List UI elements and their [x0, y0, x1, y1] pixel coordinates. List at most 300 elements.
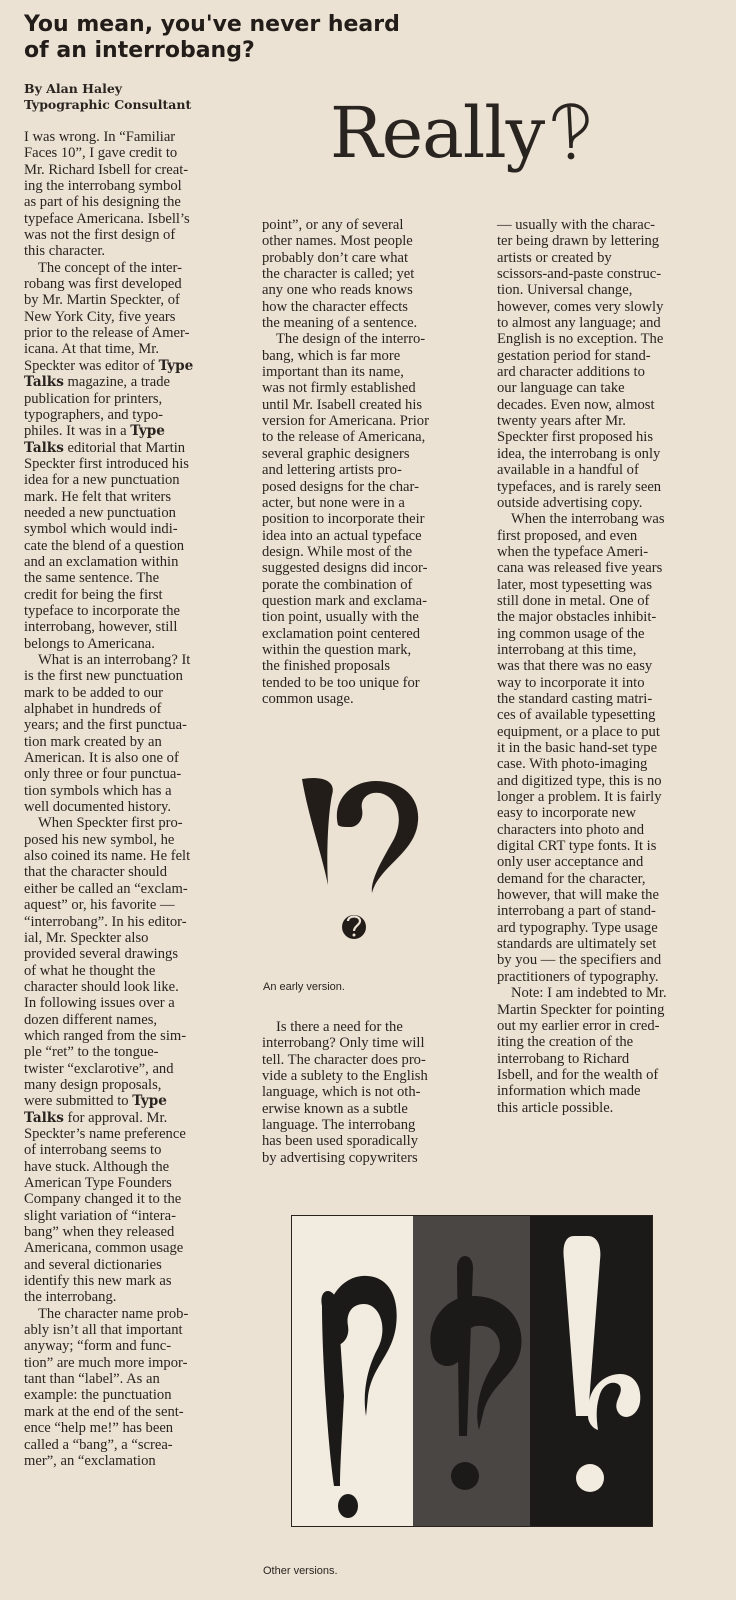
text-line-segment: tended to be too unique for [262, 674, 420, 691]
text-line-segment: Speckter was editor of [24, 357, 155, 374]
text-line [24, 1175, 256, 1191]
text-line-segment: ard character additions to [497, 364, 645, 381]
text-line-segment: were submitted to [24, 1093, 129, 1110]
text-line-segment: ence “help me!” has been [24, 1420, 174, 1437]
text-line-segment: for approval. Mr. [67, 1109, 168, 1126]
text-line [497, 838, 731, 854]
text-line-bold: Type [158, 357, 194, 374]
text-line [497, 773, 731, 789]
text-line [24, 963, 256, 979]
text-line-segment: posed designs for the char- [262, 478, 419, 495]
text-line-segment: ces of available typesetting [497, 707, 656, 724]
text-line [497, 936, 731, 952]
text-line-segment: Speckter first introduced his [24, 455, 189, 472]
text-line [262, 528, 484, 544]
text-line [262, 250, 484, 266]
text-line-segment: Speckter first proposed his [497, 429, 654, 446]
text-line [497, 724, 731, 740]
text-line-segment: provided several drawings [24, 946, 178, 963]
text-line-segment: The concept of the inter- [38, 259, 182, 276]
text-line [497, 364, 731, 380]
text-line [24, 1338, 256, 1354]
article-column-2 [262, 217, 484, 707]
text-line [24, 243, 256, 259]
text-line [497, 331, 731, 347]
text-line-segment: information which made [497, 1083, 641, 1100]
other-versions-figure [291, 1215, 653, 1527]
text-line-segment: belongs to Americana. [24, 635, 155, 652]
text-line [497, 348, 731, 364]
other-versions-caption: Other versions. [263, 1565, 338, 1577]
text-line [24, 652, 256, 668]
text-line [262, 577, 484, 593]
text-line-segment: characters into photo and [497, 821, 645, 838]
text-line-segment: bang” when they released [24, 1224, 175, 1241]
text-line-segment: and lettering artists pro- [262, 462, 402, 479]
text-line-segment: publication for printers, [24, 390, 163, 407]
text-line [24, 1044, 256, 1060]
text-line-segment: English is no exception. The [497, 331, 664, 348]
text-line-segment: our language can take [497, 380, 625, 397]
text-line [497, 462, 731, 478]
text-line-segment: The design of the interro- [276, 331, 426, 348]
text-line [262, 691, 484, 707]
text-line [24, 227, 256, 243]
text-line [24, 521, 256, 537]
text-line-segment: question mark and exclama- [262, 592, 427, 609]
text-line-segment: the meaning of a sentence. [262, 315, 418, 332]
text-line [24, 979, 256, 995]
text-line [24, 1437, 256, 1453]
text-line [24, 848, 256, 864]
text-line-segment: magazine, a trade [67, 374, 171, 391]
text-line-segment: Americana, common usage [24, 1240, 184, 1257]
text-line-segment: In following issues over a [24, 995, 175, 1012]
text-line [497, 266, 731, 282]
text-line-segment: ing common usage of the [497, 625, 645, 642]
text-line-segment: Is there a need for the [276, 1019, 403, 1035]
text-line-segment: posed his new symbol, he [24, 831, 175, 848]
text-line-segment: interrobang? Only time will [262, 1035, 425, 1052]
text-line-segment: of interrobang seems to [24, 1142, 162, 1159]
text-line [24, 472, 256, 488]
text-line [24, 783, 256, 799]
text-line [24, 407, 256, 423]
text-line [497, 446, 731, 462]
text-line-bold: Type [132, 1093, 167, 1110]
text-line [262, 266, 484, 282]
text-line-segment: have stuck. Although the [24, 1158, 170, 1175]
text-line [24, 1355, 256, 1371]
text-line [262, 446, 484, 462]
interrobang-version-2-icon [413, 1216, 530, 1526]
text-line-segment: iting the creation of the [497, 1034, 634, 1051]
article-column-1 [24, 129, 256, 1469]
text-line-segment: typeface to incorporate the [24, 602, 180, 619]
text-line-segment: the standard casting matri- [497, 690, 653, 707]
text-line-segment: that the character should [24, 864, 168, 881]
text-line-segment: ard typography. Type usage [497, 919, 658, 936]
text-line [497, 903, 731, 919]
article-column-2-lower [262, 1019, 484, 1166]
text-line-segment: also coined its name. He felt [24, 848, 191, 865]
text-line [497, 1034, 731, 1050]
text-line-segment: called a “bang”, a “screa- [24, 1436, 173, 1453]
text-line [24, 685, 256, 701]
text-line-segment: acter, but none were in a [262, 494, 405, 511]
byline-author: By Alan Haley [24, 81, 123, 96]
text-line-segment: needed a new punctuation [24, 504, 176, 521]
text-line [497, 250, 731, 266]
text-line [24, 1028, 256, 1044]
text-line [24, 391, 256, 407]
text-line-segment: was that there was no easy [497, 658, 653, 675]
text-line-segment: American. It is also one of [24, 750, 179, 767]
text-line-segment: the major obstacles inhibit- [497, 609, 657, 626]
text-line-segment: Company changed it to the [24, 1191, 182, 1208]
text-line-segment: twenty years after Mr. [497, 413, 626, 430]
text-line-segment: by advertising copywriters [262, 1149, 418, 1166]
text-line-segment: tion. Universal change, [497, 282, 633, 299]
text-line [24, 505, 256, 521]
text-line-segment: Isbell, and for the wealth of [497, 1066, 659, 1083]
text-line-segment: was not firmly established [262, 380, 416, 397]
text-line-segment: typefaces, and is rarely seen [497, 478, 662, 495]
text-line [497, 609, 731, 625]
text-line [24, 570, 256, 586]
text-line-segment: longer a problem. It is fairly [497, 789, 662, 806]
text-line [497, 1100, 731, 1116]
text-line [24, 129, 256, 145]
text-line [24, 1061, 256, 1077]
text-line [497, 1018, 731, 1034]
text-line-segment: well documented history. [24, 799, 171, 816]
text-line [24, 701, 256, 717]
text-line-segment: example: the punctuation [24, 1387, 172, 1404]
headline-line-2: of an interrobang? [24, 38, 255, 63]
text-line-segment: gestation period for stand- [497, 347, 651, 364]
text-line [262, 675, 484, 691]
text-line [24, 489, 256, 505]
text-line [24, 815, 256, 831]
text-line-segment: only three or four punctua- [24, 766, 182, 783]
text-line-segment: cate the blend of a question [24, 537, 185, 554]
text-line [24, 1289, 256, 1305]
text-line [24, 1240, 256, 1256]
text-line [497, 887, 731, 903]
text-line-segment: within the question mark, [262, 641, 412, 658]
text-line [24, 881, 256, 897]
text-line [24, 538, 256, 554]
text-line-bold: Talks [24, 374, 64, 391]
text-line [24, 717, 256, 733]
text-line [497, 789, 731, 805]
text-line [262, 609, 484, 625]
text-line [497, 1067, 731, 1083]
interrobang-version-1-icon [292, 1216, 413, 1526]
version-panel-mid [413, 1216, 530, 1526]
early-version-caption: An early version. [263, 981, 345, 993]
text-line [24, 636, 256, 652]
text-line-segment: typographers, and typo- [24, 406, 164, 423]
text-line-segment: New York City, five years [24, 308, 176, 325]
text-line-segment: way to incorporate it into [497, 674, 645, 691]
text-line-segment: and several dictionaries [24, 1256, 162, 1273]
text-line-segment: alphabet in hundreds of [24, 701, 162, 718]
text-line-segment: editorial that Martin [67, 439, 186, 456]
text-line [262, 511, 484, 527]
text-line [262, 658, 484, 674]
headline-line-1: You mean, you've never heard [24, 12, 400, 37]
text-line-segment: when the typeface Ameri- [497, 543, 649, 560]
text-line [262, 315, 484, 331]
text-line-segment: interrobang to Richard [497, 1050, 630, 1067]
text-line-segment: this article possible. [497, 1099, 614, 1116]
text-line [497, 952, 731, 968]
text-line [497, 528, 731, 544]
text-line [497, 642, 731, 658]
text-line-segment: mark. He felt that writers [24, 488, 172, 505]
text-line [262, 462, 484, 478]
byline-role: Typographic Consultant [24, 97, 192, 112]
text-line [497, 658, 731, 674]
text-line [24, 276, 256, 292]
text-line [262, 331, 484, 347]
text-line-segment: slight variation of “intera- [24, 1207, 176, 1224]
text-line [24, 1093, 256, 1109]
text-line-segment: how the character effects [262, 298, 408, 315]
text-line-segment: icana. At that time, Mr. [24, 341, 159, 358]
text-line [262, 642, 484, 658]
really-interrobang-display [330, 90, 590, 176]
text-line-segment: important than its name, [262, 364, 404, 381]
text-line-segment: The character name prob- [38, 1305, 189, 1322]
text-line [24, 864, 256, 880]
byline [24, 81, 254, 113]
text-line-segment: suggested designs did incor- [262, 560, 428, 577]
text-line [24, 1404, 256, 1420]
version-panel-dark [530, 1216, 652, 1526]
text-line-segment: interrobang, however, still [24, 619, 178, 636]
text-line-segment: to almost any language; and [497, 315, 661, 332]
text-line [497, 282, 731, 298]
text-line [497, 871, 731, 887]
text-line [262, 397, 484, 413]
text-line-segment: aquest” or, his favorite — [24, 897, 175, 914]
text-line [24, 995, 256, 1011]
text-line [24, 668, 256, 684]
text-line-segment: “interrobang”. In his editor- [24, 913, 187, 930]
text-line [262, 429, 484, 445]
text-line [497, 1051, 731, 1067]
text-line-segment: tell. The character does pro- [262, 1051, 426, 1068]
text-line [497, 315, 731, 331]
text-line [262, 626, 484, 642]
text-line [24, 456, 256, 472]
text-line-segment: Faces 10”, I gave credit to [24, 145, 178, 162]
text-line [24, 1453, 256, 1469]
text-line [262, 1035, 484, 1051]
text-line-segment: What is an interrobang? It [38, 652, 191, 668]
text-line [24, 832, 256, 848]
text-line [497, 413, 731, 429]
text-line-segment: artists or created by [497, 249, 612, 266]
text-line-segment: ple “ret” to the tongue- [24, 1044, 159, 1061]
text-line-segment: American Type Founders [24, 1175, 172, 1191]
text-line-segment: tion mark created by an [24, 733, 162, 750]
text-line [262, 560, 484, 576]
text-line-segment: later, most typesetting was [497, 576, 653, 593]
text-line [24, 194, 256, 210]
text-line [24, 1420, 256, 1436]
text-line-segment: robang was first developed [24, 276, 182, 293]
text-line-segment: Mr. Richard Isbell for creat- [24, 161, 189, 178]
text-line-segment: common usage. [262, 690, 354, 707]
text-line [497, 479, 731, 495]
text-line [262, 217, 484, 233]
text-line-segment: the finished proposals [262, 658, 391, 675]
text-line [24, 1306, 256, 1322]
text-line-segment: digital CRT type fonts. It is [497, 838, 657, 855]
text-line-segment: — usually with the charac- [497, 217, 656, 233]
text-line-segment: language. The interrobang [262, 1117, 416, 1134]
text-line-segment: I was wrong. In “Familiar [24, 129, 176, 145]
text-line [497, 511, 731, 527]
text-line [24, 734, 256, 750]
text-line [24, 1110, 256, 1126]
text-line-segment: When the interrobang was [511, 511, 665, 528]
version-panel-light [292, 1216, 413, 1526]
text-line [24, 554, 256, 570]
text-line [262, 1084, 484, 1100]
text-line [497, 577, 731, 593]
text-line-segment: ter being drawn by lettering [497, 233, 660, 250]
article-column-3 [497, 217, 731, 1116]
text-line [262, 282, 484, 298]
text-line-segment: by you — the specifiers and [497, 952, 662, 969]
text-line [262, 1150, 484, 1166]
text-line [24, 292, 256, 308]
text-line-segment: other names. Most people [262, 233, 413, 250]
text-line-segment: of what he thought the [24, 962, 156, 979]
text-line-segment: standards are ultimately set [497, 936, 657, 953]
text-line-segment: years; and the first punctua- [24, 717, 187, 734]
text-line [262, 1133, 484, 1149]
text-line [24, 930, 256, 946]
text-line [497, 854, 731, 870]
text-line-segment: demand for the character, [497, 870, 646, 887]
text-line [24, 750, 256, 766]
text-line-segment: available in a handful of [497, 462, 639, 479]
text-line [262, 544, 484, 560]
text-line-segment: vide a sublety to the English [262, 1068, 428, 1085]
text-line-segment: ial, Mr. Speckter also [24, 929, 149, 946]
text-line-segment: until Mr. Isabell created his [262, 396, 423, 413]
text-line-segment: which ranged from the sim- [24, 1027, 187, 1044]
text-line [497, 544, 731, 560]
text-line [24, 897, 256, 913]
text-line [24, 325, 256, 341]
really-word: Really [330, 92, 545, 174]
text-line-segment: idea into an actual typeface [262, 527, 422, 544]
text-line [24, 162, 256, 178]
text-line-segment: practitioners of typography. [497, 968, 659, 985]
text-line-segment: however, comes very slowly [497, 298, 664, 315]
text-line-segment: still done in metal. One of [497, 592, 650, 609]
text-line-segment: many design proposals, [24, 1076, 162, 1093]
text-line-bold: Type [130, 423, 165, 440]
text-line-segment: probably don’t care what [262, 249, 409, 266]
text-line [497, 985, 731, 1001]
text-line [24, 1191, 256, 1207]
text-line-segment: out my earlier error in cred- [497, 1017, 660, 1034]
text-line-segment: exclamation point centered [262, 625, 421, 642]
text-line-segment: version for Americana. Prior [262, 413, 429, 430]
text-line [497, 299, 731, 315]
text-line-segment: easy to incorporate new [497, 805, 636, 822]
text-line [262, 299, 484, 315]
text-line [497, 593, 731, 609]
text-line [262, 495, 484, 511]
text-line [24, 440, 256, 456]
text-line [262, 1019, 484, 1035]
text-line-segment: language, which is not oth- [262, 1084, 421, 1101]
text-line-segment: erwise known as a subtle [262, 1100, 408, 1117]
text-line-segment: ably isn’t all that important [24, 1322, 183, 1339]
text-line-segment: the character is called; yet [262, 266, 415, 283]
text-line [262, 593, 484, 609]
text-line [262, 364, 484, 380]
text-line-segment: this character. [24, 243, 106, 260]
text-line [497, 233, 731, 249]
text-line [24, 423, 256, 439]
text-line-segment: ing the interrobang symbol [24, 178, 182, 195]
text-line [24, 587, 256, 603]
text-line-segment: twister “exclarotive”, and [24, 1060, 174, 1077]
text-line [497, 822, 731, 838]
text-line-segment: was not the first design of [24, 227, 176, 244]
text-line [262, 479, 484, 495]
text-line-segment: philes. It was in a [24, 423, 127, 440]
text-line [262, 380, 484, 396]
text-line [24, 178, 256, 194]
text-line [24, 1077, 256, 1093]
text-line-segment: it in the basic hand-set type [497, 740, 658, 756]
text-line-segment: interrobang a part of stand- [497, 903, 656, 920]
text-line-segment: outside advertising copy. [497, 494, 643, 511]
text-line-segment: case. With photo-imaging [497, 756, 648, 773]
text-line [497, 756, 731, 772]
text-line [497, 969, 731, 985]
text-line-segment: idea, the interrobang is only [497, 445, 661, 462]
text-line [24, 1273, 256, 1289]
text-line-segment: and an exclamation within [24, 553, 179, 570]
text-line [24, 1371, 256, 1387]
text-line [24, 1224, 256, 1240]
text-line-segment: position to incorporate their [262, 511, 425, 528]
text-line-segment: idea for a new punctuation [24, 472, 180, 489]
text-line-segment: mark to be added to our [24, 684, 164, 701]
text-line-segment: mark at the end of the sent- [24, 1403, 184, 1420]
text-line [497, 560, 731, 576]
text-line [497, 1002, 731, 1018]
text-line [497, 626, 731, 642]
text-line [497, 380, 731, 396]
interrobang-version-3-icon [530, 1216, 652, 1526]
text-line [24, 1126, 256, 1142]
text-line [24, 341, 256, 357]
text-line [262, 1117, 484, 1133]
